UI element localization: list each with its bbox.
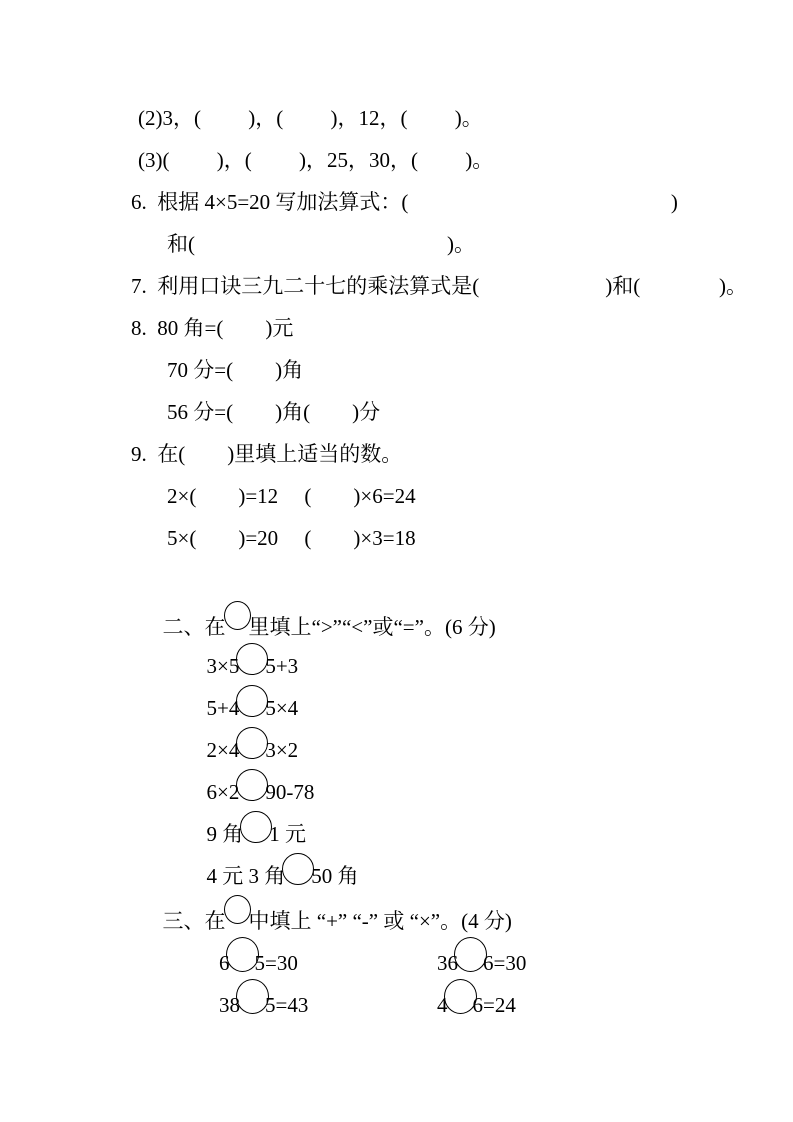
expression-right: 5×4 (265, 696, 299, 720)
comparison-row (0, 811, 793, 888)
comparison-circle (236, 769, 268, 801)
comparison-circle (240, 811, 272, 843)
heading-suffix: 中填上 “+” “-” 或 “×”。(4 分) (248, 909, 512, 933)
comparison-row (0, 685, 793, 762)
comparison-row (0, 769, 793, 846)
operator-equation (177, 937, 395, 1017)
sequence-line-3: (3)( )，( )，25，30，( )。 (138, 148, 494, 172)
section-three-heading (0, 853, 793, 933)
operand-left: 6 (219, 951, 230, 975)
expression-left: 2×4 (206, 738, 240, 762)
operand-left: 38 (219, 993, 240, 1017)
operand-right: 5=43 (265, 993, 309, 1017)
section-two-heading (0, 559, 793, 639)
operator-equation (395, 937, 516, 1017)
expression-left: 4 元 3 角 (206, 864, 286, 888)
heading-prefix: 二、在 (162, 615, 226, 639)
expression-right: 1 元 (269, 822, 306, 846)
question-6-line: 6. 根据 4×5=20 写加法算式：( ) (131, 190, 678, 214)
operator-equation (177, 895, 395, 975)
question-6-continuation: 和( )。 (167, 232, 475, 256)
sequence-line-2: (2)3，( )，( )，12，( )。 (138, 106, 483, 130)
comparison-row (0, 727, 793, 804)
question-9-line: 9. 在( )里填上适当的数。 (131, 442, 403, 466)
operand-left: 36 (437, 951, 458, 975)
comparison-circle (236, 685, 268, 717)
question-9-equations-1: 2×( )=12 ( )×6=24 (167, 484, 416, 508)
operand-right: 6=24 (472, 993, 516, 1017)
comparison-row (0, 643, 793, 720)
blank-circle (224, 601, 251, 630)
comparison-circle (236, 643, 268, 675)
question-8-line-1: 8. 80 角=( )元 (131, 316, 294, 340)
expression-right: 5+3 (265, 654, 299, 678)
operator-fill-row (0, 937, 793, 1017)
question-8-line-3: 56 分=( )角( )分 (167, 400, 381, 424)
comparison-circle (282, 853, 314, 885)
comparison-circle (236, 727, 268, 759)
question-8-line-2: 70 分=( )角 (167, 358, 304, 382)
operand-left: 4 (437, 993, 448, 1017)
operand-right: 6=30 (483, 951, 527, 975)
operator-equation (395, 895, 527, 975)
operator-fill-row (0, 895, 793, 975)
expression-left: 3×5 (206, 654, 240, 678)
expression-right: 50 角 (311, 864, 359, 888)
heading-suffix: 里填上“>”“<”或“=”。(6 分) (248, 615, 496, 639)
operand-right: 5=30 (254, 951, 298, 975)
expression-right: 3×2 (265, 738, 299, 762)
expression-left: 9 角 (206, 822, 244, 846)
question-9-equations-2: 5×( )=20 ( )×3=18 (167, 526, 416, 550)
expression-left: 6×2 (206, 780, 240, 804)
expression-right: 90-78 (265, 780, 315, 804)
expression-left: 5+4 (206, 696, 240, 720)
question-7-line: 7. 利用口诀三九二十七的乘法算式是( )和( )。 (131, 274, 747, 298)
heading-prefix: 三、在 (162, 909, 226, 933)
